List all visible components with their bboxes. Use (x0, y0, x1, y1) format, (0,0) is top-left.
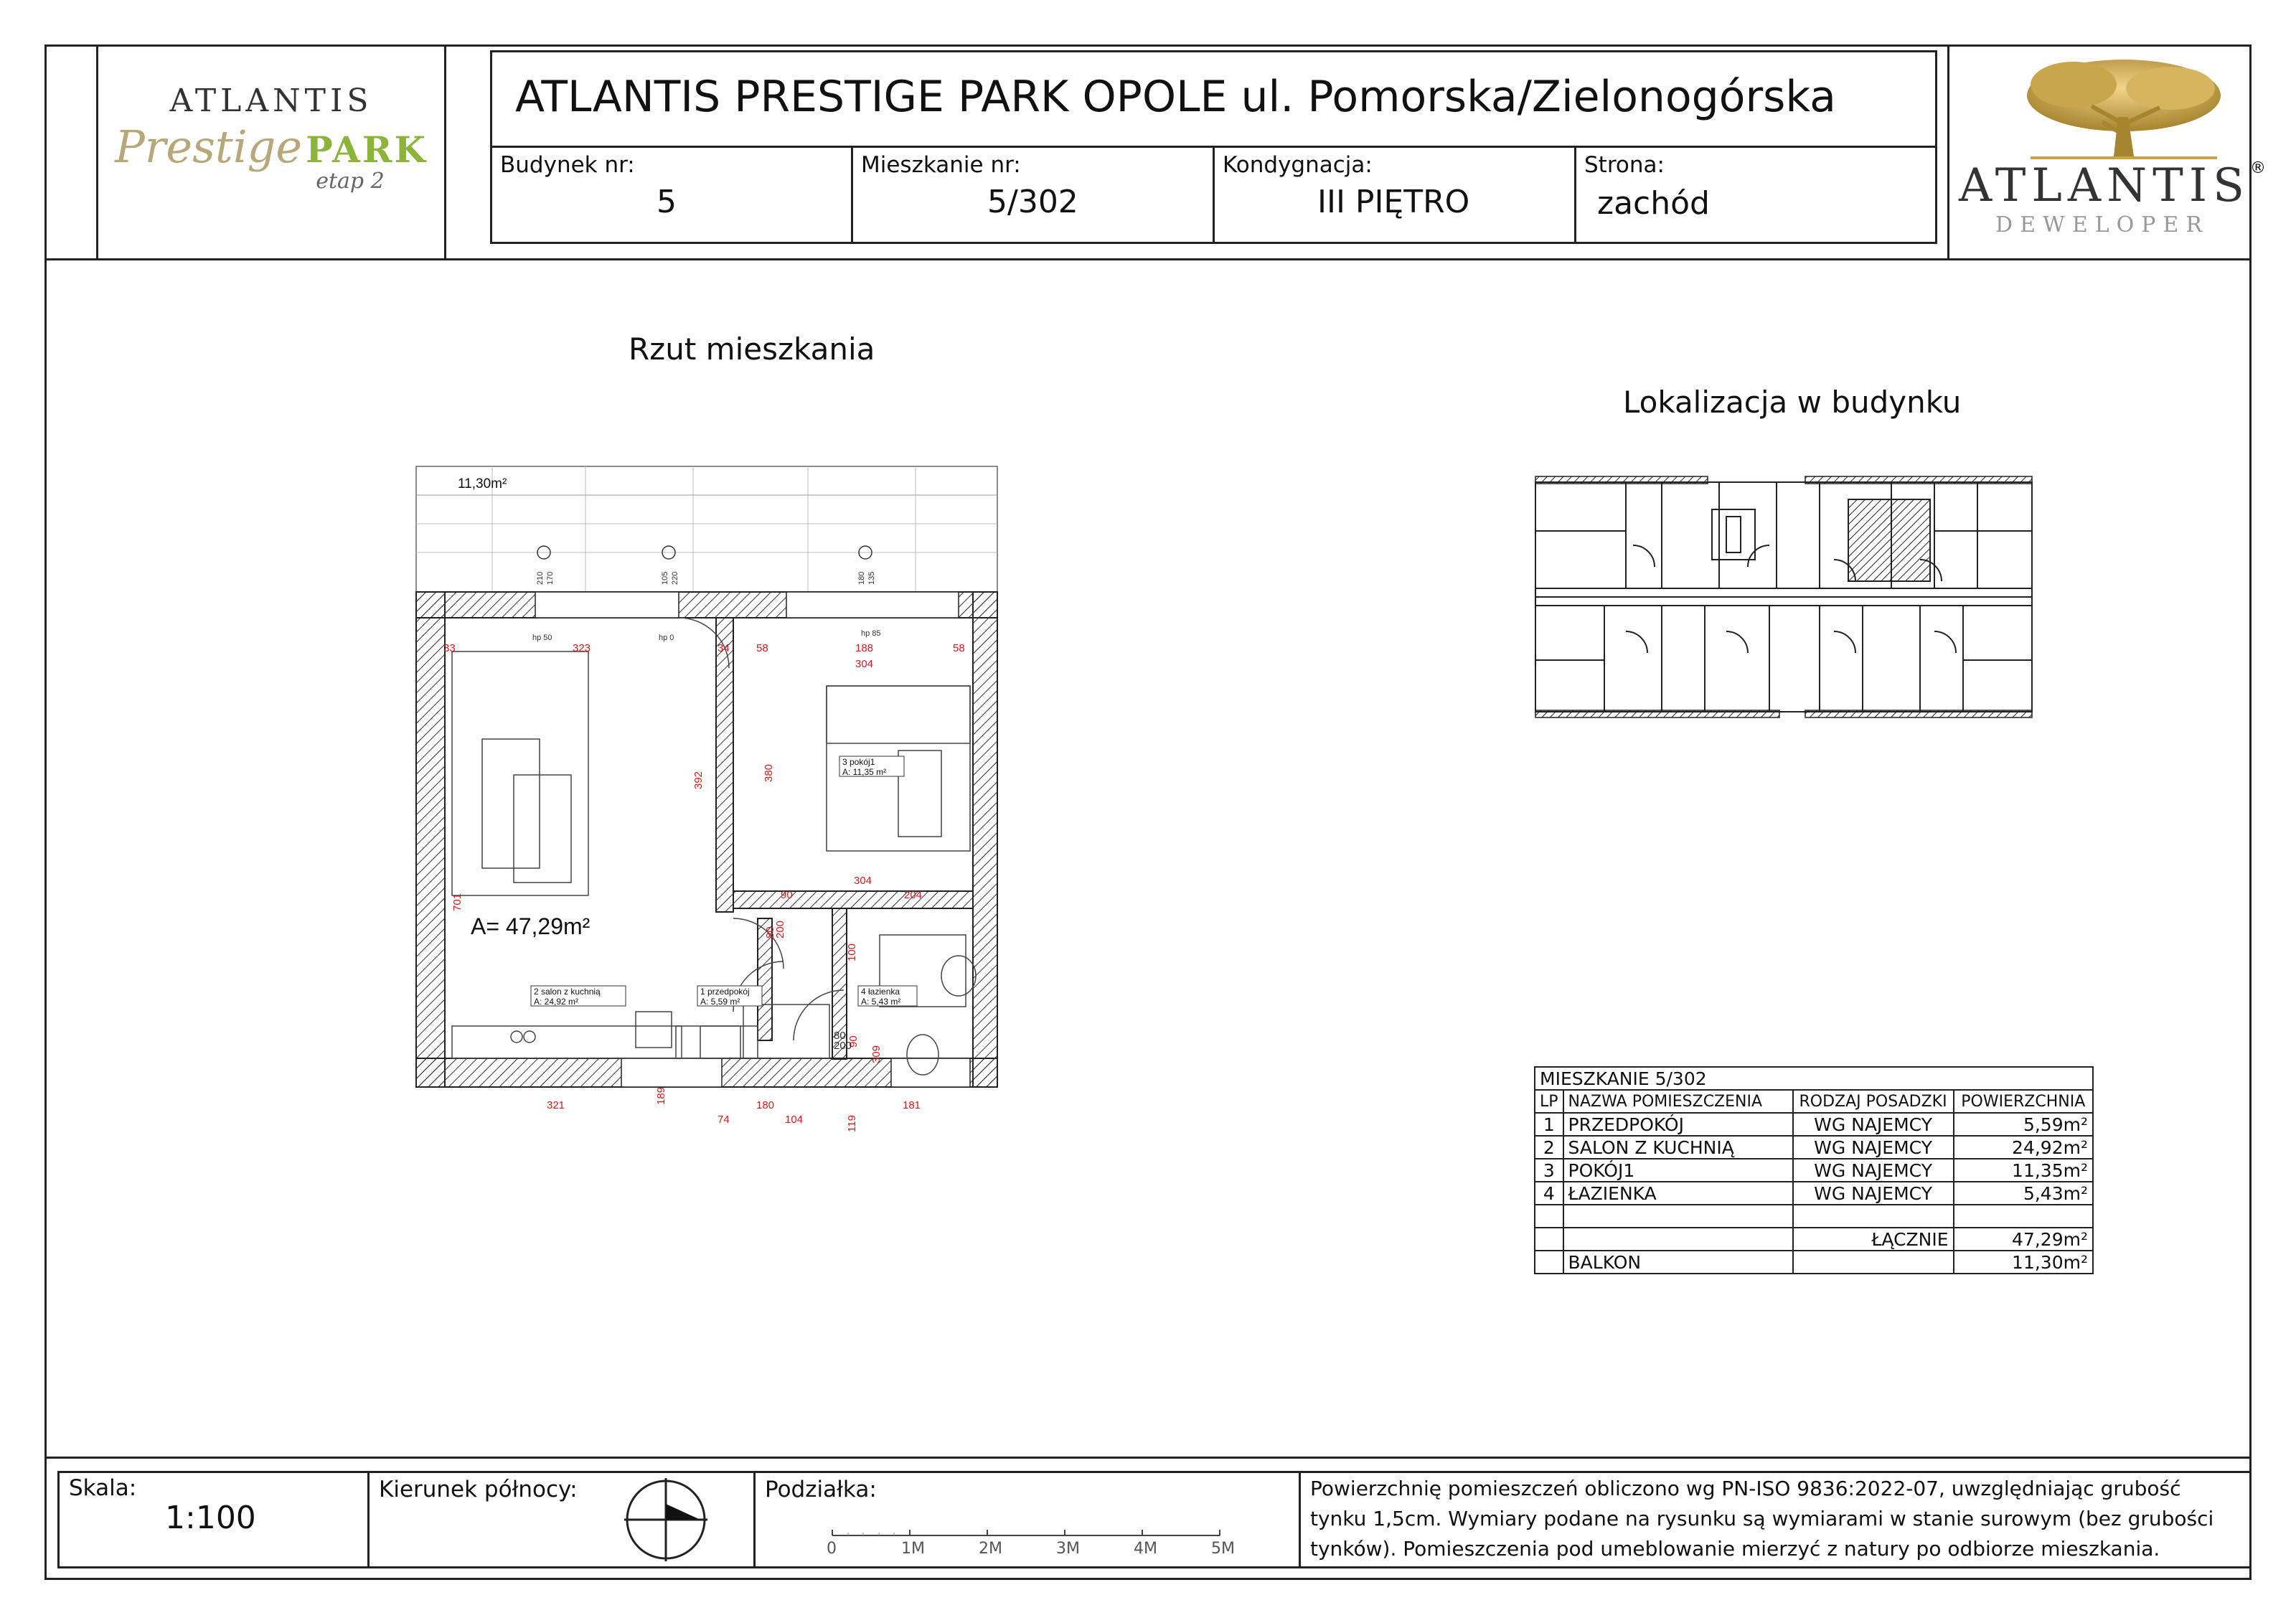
ruler-tick-3: 3M (1056, 1540, 1080, 1558)
logo-right-sub: DEWELOPER (1995, 212, 2209, 237)
logo-right-name: ATLANTIS (1959, 159, 2250, 212)
scale-label: Skala: (69, 1475, 137, 1501)
room-3-name: 3 pokój1 (842, 757, 875, 767)
svg-text:119: 119 (846, 1115, 858, 1132)
room-1-area: A: 5,59 m² (700, 997, 740, 1007)
logo-right (1959, 159, 2266, 237)
dim-window-2a: 105 (661, 571, 669, 585)
scale-value: 1:100 (165, 1500, 256, 1536)
floor-label: Kondygnacja: (1223, 152, 1373, 178)
balcony-label: BALKON (1563, 1251, 1793, 1274)
header-col-divider-3 (1574, 146, 1576, 244)
logo-left-line2a: Prestige (115, 121, 303, 173)
total-label: ŁĄCZNIE (1793, 1228, 1954, 1251)
logo-left-line1: ATLANTIS (169, 83, 373, 119)
side-label: Strona: (1584, 152, 1665, 178)
svg-text:304: 304 (855, 658, 874, 670)
logo-left-line3: etap 2 (316, 169, 385, 194)
svg-text:189: 189 (655, 1086, 667, 1105)
dim-window-3a: 180 (857, 571, 866, 585)
svg-text:34: 34 (718, 642, 730, 654)
room-4-name: 4 łazienka (861, 987, 900, 997)
sheet-frame (44, 44, 2252, 1580)
footer-divider-3 (1299, 1471, 1301, 1568)
room-table-header-name: NAZWA POMIESZCZENIA (1563, 1090, 1793, 1113)
room-2-name: 2 salon z kuchnią (534, 987, 601, 997)
ruler-tick-2: 2M (979, 1540, 1002, 1558)
svg-text:200: 200 (834, 1040, 852, 1052)
ruler-tick-5: 5M (1211, 1540, 1235, 1558)
svg-text:323: 323 (573, 642, 591, 654)
table-row-total (1535, 1228, 2093, 1251)
footer-divider (44, 1457, 2252, 1459)
footer-note: Powierzchnię pomieszczeń obliczono wg PN-ISO 9836:2022-07, uwzględniając grubość tynku 1,5cm. Wymiary podane na rysunku są wymiarami w stanie surowym (bez grubości tynków). Pomieszczenia pod umeblowanie mierzyć z natury po odbiorze mieszkania. (1310, 1477, 2214, 1561)
svg-text:181: 181 (903, 1099, 921, 1111)
svg-text:58: 58 (756, 642, 768, 654)
balcony-area: 11,30m² (458, 476, 507, 491)
room-3-area: A: 11,35 m² (842, 767, 887, 777)
apartment-value: 5/302 (987, 184, 1078, 220)
building-label: Budynek nr: (500, 152, 635, 178)
logo-right-divider (1947, 44, 1949, 260)
total-area: A= 47,29m² (471, 913, 591, 939)
total-value: 47,29m² (1954, 1228, 2093, 1251)
walls (416, 592, 997, 1087)
room-table-title: MIESZKANIE 5/302 (1535, 1067, 2093, 1090)
svg-text:701: 701 (451, 893, 464, 911)
floor-plan (406, 459, 1009, 1227)
building-value: 5 (657, 184, 677, 220)
north-arrow-icon (621, 1475, 710, 1564)
svg-text:180: 180 (756, 1099, 775, 1111)
svg-text:309: 309 (870, 1045, 883, 1063)
building-location (1533, 466, 2035, 729)
north-label: Kierunek północy: (379, 1477, 578, 1502)
svg-text:204: 204 (904, 889, 923, 901)
footer-divider-2 (753, 1471, 756, 1568)
svg-text:90: 90 (781, 889, 793, 901)
svg-text:hp 50: hp 50 (532, 634, 552, 642)
room-table-header-floor: RODZAJ POSADZKI (1793, 1090, 1954, 1113)
ruler-tick-4: 4M (1134, 1540, 1157, 1558)
plan-title: Rzut mieszkania (629, 331, 875, 367)
svg-text:58: 58 (953, 642, 965, 654)
svg-text:74: 74 (718, 1114, 730, 1126)
svg-text:321: 321 (547, 1099, 565, 1111)
dimension-labels (443, 629, 965, 1132)
svg-text:188: 188 (855, 642, 874, 654)
table-row: 3 POKÓJ1 WG NAJEMCY 11,35m² (1535, 1159, 2093, 1182)
location-title: Lokalizacja w budynku (1623, 385, 1962, 420)
scale-ruler (825, 1525, 1241, 1547)
logo-left-line2b: PARK (306, 128, 428, 171)
side-value: zachód (1597, 185, 1710, 222)
balcony-value: 11,30m² (1954, 1251, 2093, 1274)
table-row: 2 SALON Z KUCHNIĄ WG NAJEMCY 24,92m² (1535, 1136, 2093, 1159)
table-row: 1 PRZEDPOKÓJ WG NAJEMCY 5,59m² (1535, 1113, 2093, 1136)
table-row-balcony (1535, 1251, 2093, 1274)
footer-divider-1 (367, 1471, 370, 1568)
svg-text:80: 80 (834, 1030, 846, 1042)
room-table-header-lp: LP (1535, 1090, 1563, 1113)
svg-text:100: 100 (846, 943, 858, 961)
svg-text:380: 380 (763, 763, 775, 782)
svg-text:200: 200 (774, 920, 786, 938)
svg-text:104: 104 (785, 1114, 804, 1126)
tree-icon (2023, 56, 2224, 164)
header-title: ATLANTIS PRESTIGE PARK OPOLE ul. Pomorska/Zielonogórska (515, 72, 1836, 122)
logo-left (96, 83, 446, 194)
svg-text:33: 33 (443, 642, 456, 654)
highlighted-apartment (1848, 499, 1930, 581)
dim-window-1b: 170 (546, 571, 555, 585)
ruler-tick-0: 0 (827, 1540, 837, 1558)
room-table-header-area: POWIERZCHNIA (1954, 1090, 2093, 1113)
logo-right-reg: ® (2249, 159, 2266, 177)
room-1-name: 1 przedpokój (700, 987, 750, 997)
svg-text:392: 392 (692, 771, 705, 789)
ruler-label: Podziałka: (765, 1477, 877, 1502)
room-4-area: A: 5,43 m² (861, 997, 901, 1007)
dim-window-1a: 210 (536, 571, 545, 585)
svg-text:304: 304 (854, 875, 872, 887)
svg-text:hp 0: hp 0 (659, 634, 674, 642)
table-row: 4 ŁAZIENKA WG NAJEMCY 5,43m² (1535, 1182, 2093, 1205)
dim-window-3b: 135 (867, 571, 876, 585)
header-col-divider-2 (1213, 146, 1215, 244)
header-col-divider-1 (851, 146, 853, 244)
room-2-area: A: 24,92 m² (534, 997, 579, 1007)
floor-value: III PIĘTRO (1317, 184, 1470, 220)
dim-window-2b: 220 (671, 571, 679, 585)
apartment-label: Mieszkanie nr: (861, 152, 1021, 178)
room-table (1534, 1066, 2094, 1274)
svg-text:80: 80 (764, 926, 776, 938)
svg-text:90: 90 (847, 1035, 860, 1048)
svg-text:hp 85: hp 85 (861, 629, 881, 638)
ruler-tick-1: 1M (901, 1540, 925, 1558)
table-row-empty (1535, 1205, 2093, 1228)
